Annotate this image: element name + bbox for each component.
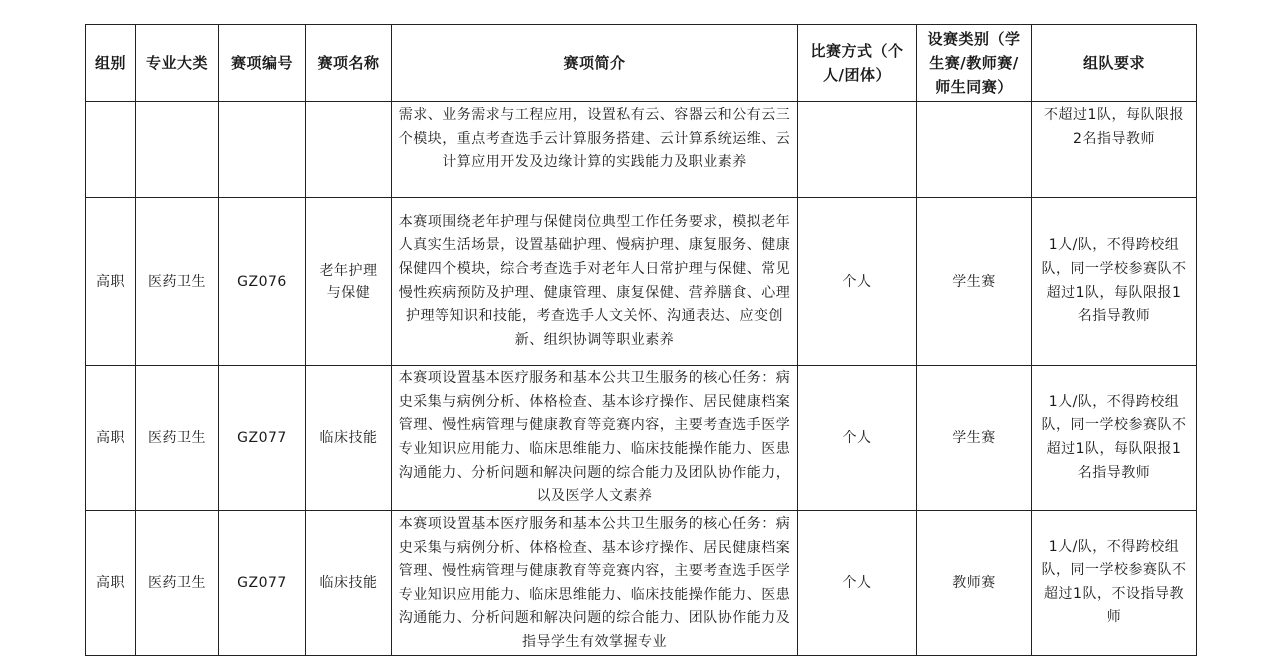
cell-category: 医药卫生: [136, 198, 219, 366]
table-row: [86, 511, 1197, 656]
header-type: 设赛类别（学生赛/教师赛/师生同赛）: [917, 25, 1032, 102]
table-row: [86, 366, 1197, 511]
cell-mode: 个人: [798, 511, 917, 656]
cell-category: 医药卫生: [136, 366, 219, 511]
header-code: 赛项编号: [219, 25, 306, 102]
cell-name: 临床技能: [306, 511, 392, 656]
cell-code: GZ076: [219, 198, 306, 366]
cell-team: 1人/队，不得跨校组队，同一学校参赛队不超过1队，每队限报1名指导教师: [1032, 366, 1197, 511]
cell-group: 高职: [86, 511, 136, 656]
cell-type: 教师赛: [917, 511, 1032, 656]
cell-type: 学生赛: [917, 198, 1032, 366]
cell-code: [219, 102, 306, 198]
table-header-row: [86, 25, 1197, 102]
cell-name: 老年护理与保健: [306, 198, 392, 366]
cell-intro: 本赛项设置基本医疗服务和基本公共卫生服务的核心任务：病史采集与病例分析、体格检查、基本诊疗操作、居民健康档案管理、慢性病管理与健康教育等竞赛内容，主要考查选手医学专业知识应用能力、临床思维能力、临床技能操作能力、医患沟通能力、分析问题和解决问题的综合能力及团队协作能力，以及医学人文素养: [392, 366, 798, 511]
cell-group: 高职: [86, 366, 136, 511]
cell-code: GZ077: [219, 511, 306, 656]
cell-name: [306, 102, 392, 198]
header-name: 赛项名称: [306, 25, 392, 102]
cell-mode: [798, 102, 917, 198]
cell-intro: 本赛项设置基本医疗服务和基本公共卫生服务的核心任务：病史采集与病例分析、体格检查、基本诊疗操作、居民健康档案管理、慢性病管理与健康教育等竞赛内容，主要考查选手医学专业知识应用能力、临床思维能力、临床技能操作能力、医患沟通能力、分析问题和解决问题的综合能力、团队协作能力及指导学生有效掌握专业: [392, 511, 798, 656]
cell-team: 1人/队，不得跨校组队，同一学校参赛队不超过1队，每队限报1名指导教师: [1032, 198, 1197, 366]
cell-type: 学生赛: [917, 366, 1032, 511]
header-team: 组队要求: [1032, 25, 1197, 102]
table-row: [86, 198, 1197, 366]
header-group: 组别: [86, 25, 136, 102]
cell-group: [86, 102, 136, 198]
header-intro: 赛项简介: [392, 25, 798, 102]
header-category: 专业大类: [136, 25, 219, 102]
cell-mode: 个人: [798, 366, 917, 511]
cell-name: 临床技能: [306, 366, 392, 511]
cell-code: GZ077: [219, 366, 306, 511]
table-row: [86, 102, 1197, 198]
cell-type: [917, 102, 1032, 198]
cell-intro: 需求、业务需求与工程应用，设置私有云、容器云和公有云三个模块，重点考查选手云计算服务搭建、云计算系统运维、云计算应用开发及边缘计算的实践能力及职业素养: [392, 102, 798, 198]
cell-team: 1人/队，不得跨校组队，同一学校参赛队不超过1队，不设指导教师: [1032, 511, 1197, 656]
cell-intro: 本赛项围绕老年护理与保健岗位典型工作任务要求，模拟老年人真实生活场景，设置基础护理、慢病护理、康复服务、健康保健四个模块，综合考查选手对老年人日常护理与保健、常见慢性疾病预防及护理、健康管理、康复保健、营养膳食、心理护理等知识和技能，考查选手人文关怀、沟通表达、应变创新、组织协调等职业素养: [392, 198, 798, 366]
cell-team: 不超过1队，每队限报2名指导教师: [1032, 102, 1197, 198]
cell-category: [136, 102, 219, 198]
cell-category: 医药卫生: [136, 511, 219, 656]
cell-group: 高职: [86, 198, 136, 366]
cell-mode: 个人: [798, 198, 917, 366]
header-mode: 比赛方式（个人/团体）: [798, 25, 917, 102]
competition-table: [85, 24, 1197, 656]
